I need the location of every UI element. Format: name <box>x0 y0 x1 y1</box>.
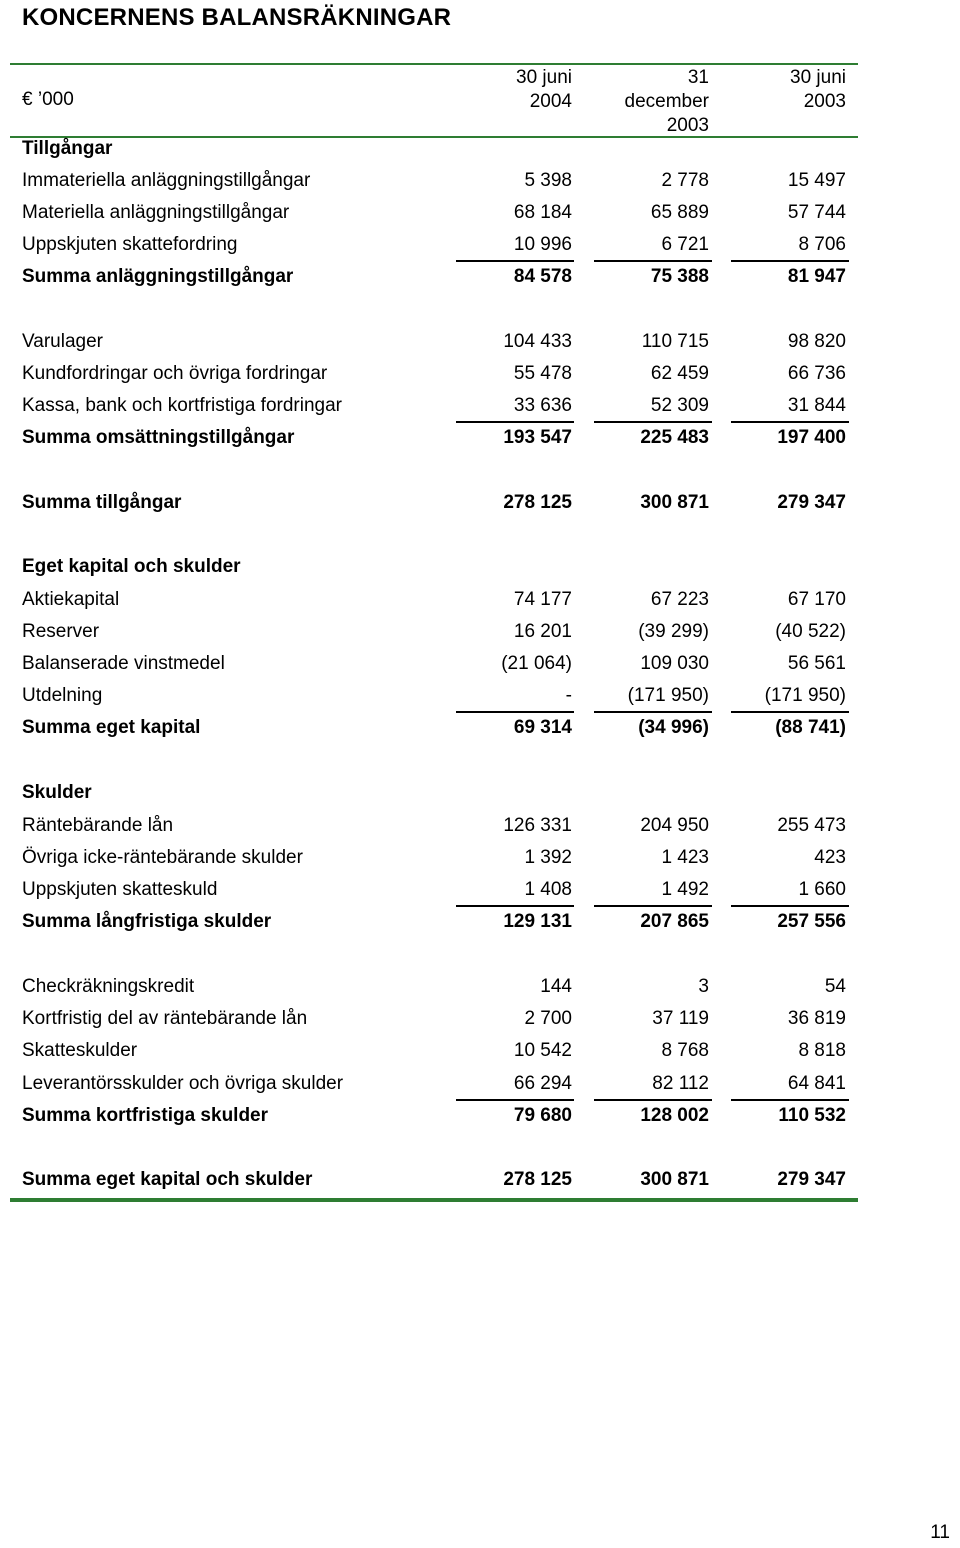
section-heading-assets <box>0 138 960 166</box>
row-value: 74 177 <box>513 589 572 610</box>
row-value: 62 459 <box>650 363 709 384</box>
row-value: 31 844 <box>787 395 846 416</box>
subtotal-underline <box>456 260 574 262</box>
table-row <box>0 1040 960 1068</box>
row-label: Summa kortfristiga skulder <box>22 1105 269 1126</box>
header-top-rule <box>10 63 858 65</box>
subtotal-underline <box>456 421 574 423</box>
row-value: 204 950 <box>640 815 709 836</box>
row-value: 68 184 <box>513 202 572 223</box>
row-value: 57 744 <box>787 202 846 223</box>
row-value: 423 <box>814 847 846 868</box>
row-value: 15 497 <box>787 170 846 191</box>
row-value: 55 478 <box>513 363 572 384</box>
row-label: Summa eget kapital <box>22 717 201 738</box>
page-title: KONCERNENS BALANSRÄKNINGAR <box>22 4 452 31</box>
row-value: 79 680 <box>513 1105 572 1126</box>
row-value: 207 865 <box>640 911 709 932</box>
row-value: 5 398 <box>524 170 572 191</box>
subtotal-row <box>0 1105 960 1133</box>
row-value: (21 064) <box>501 653 572 674</box>
table-row <box>0 879 960 907</box>
row-value: 2 700 <box>524 1008 572 1029</box>
row-value: 300 871 <box>640 492 709 513</box>
subtotal-underline <box>594 1099 712 1101</box>
row-value: 98 820 <box>787 331 846 352</box>
row-value: 36 819 <box>787 1008 846 1029</box>
table-row <box>0 1008 960 1036</box>
table-row <box>0 847 960 875</box>
column-header-line: 2003 <box>666 115 709 136</box>
row-value: 3 <box>698 976 709 997</box>
row-value: (88 741) <box>775 717 846 738</box>
row-value: (40 522) <box>775 621 846 642</box>
table-row <box>0 976 960 1004</box>
row-label: Balanserade vinstmedel <box>22 653 225 674</box>
row-label: Kundfordringar och övriga fordringar <box>22 363 328 384</box>
table-row <box>0 589 960 617</box>
row-label: Uppskjuten skattefordring <box>22 234 238 255</box>
subtotal-underline <box>456 905 574 907</box>
column-header-line: 31 <box>687 67 709 88</box>
section-heading-equity-liabilities <box>0 556 960 584</box>
row-label: Summa omsättningstillgångar <box>22 427 295 448</box>
row-value: (171 950) <box>627 685 709 706</box>
subtotal-underline <box>731 421 849 423</box>
row-value: 279 347 <box>777 1169 846 1190</box>
row-value: 1 408 <box>524 879 572 900</box>
row-value: (39 299) <box>638 621 709 642</box>
row-value: 193 547 <box>503 427 572 448</box>
row-label: Summa anläggningstillgångar <box>22 266 294 287</box>
row-value: 110 532 <box>778 1105 846 1126</box>
subtotal-underline <box>594 421 712 423</box>
table-bottom-rule <box>10 1198 858 1202</box>
column-header-line: 2003 <box>803 91 846 112</box>
row-label: Eget kapital och skulder <box>22 556 241 577</box>
row-value: 64 841 <box>787 1073 846 1094</box>
table-row <box>0 815 960 843</box>
row-value: 75 388 <box>650 266 709 287</box>
table-row <box>0 202 960 230</box>
row-value: 144 <box>540 976 572 997</box>
row-value: 82 112 <box>652 1073 709 1094</box>
row-label: Leverantörsskulder och övriga skulder <box>22 1073 344 1094</box>
row-label: Räntebärande lån <box>22 815 174 836</box>
subtotal-underline <box>594 905 712 907</box>
row-value: 67 223 <box>650 589 709 610</box>
row-label: Kassa, bank och kortfristiga fordringar <box>22 395 342 416</box>
row-value: 128 002 <box>640 1105 709 1126</box>
row-label: Summa långfristiga skulder <box>22 911 272 932</box>
row-label: Summa eget kapital och skulder <box>22 1169 313 1190</box>
table-row <box>0 1073 960 1101</box>
row-value: 81 947 <box>787 266 846 287</box>
table-row <box>0 363 960 391</box>
column-header-dec-2003 <box>569 66 709 138</box>
row-value: 10 542 <box>513 1040 572 1061</box>
row-value: 278 125 <box>503 1169 572 1190</box>
row-value: 8 768 <box>661 1040 709 1061</box>
row-value: 16 201 <box>513 621 572 642</box>
row-value: 257 556 <box>777 911 846 932</box>
row-value: 225 483 <box>640 427 709 448</box>
row-label: Skatteskulder <box>22 1040 138 1061</box>
row-value: 66 294 <box>513 1073 572 1094</box>
row-value: 110 715 <box>641 331 709 352</box>
row-label: Kortfristig del av räntebärande lån <box>22 1008 308 1029</box>
row-value: 37 119 <box>652 1008 709 1029</box>
row-label: Checkräkningskredit <box>22 976 195 997</box>
row-value: 52 309 <box>650 395 709 416</box>
table-row <box>0 170 960 198</box>
column-header-line: 2004 <box>529 91 572 112</box>
subtotal-underline <box>731 711 849 713</box>
row-value: 126 331 <box>503 815 572 836</box>
row-value: 104 433 <box>503 331 572 352</box>
row-value: 8 706 <box>798 234 846 255</box>
row-label: Varulager <box>22 331 103 352</box>
row-value: 69 314 <box>513 717 572 738</box>
row-value: 1 660 <box>798 879 846 900</box>
row-value: 1 492 <box>661 879 709 900</box>
subtotal-underline <box>456 1099 574 1101</box>
row-label: Materiella anläggningstillgångar <box>22 202 290 223</box>
subtotal-row <box>0 266 960 294</box>
row-value: 6 721 <box>661 234 709 255</box>
row-label: Övriga icke-räntebärande skulder <box>22 847 303 868</box>
row-value: 8 818 <box>798 1040 846 1061</box>
row-value: 129 131 <box>503 911 572 932</box>
subtotal-underline <box>456 711 574 713</box>
table-row <box>0 331 960 359</box>
subtotal-row <box>0 911 960 939</box>
row-value: 279 347 <box>777 492 846 513</box>
subtotal-underline <box>594 711 712 713</box>
row-value: 66 736 <box>787 363 846 384</box>
section-heading-liabilities <box>0 782 960 810</box>
table-row <box>0 621 960 649</box>
row-value: (171 950) <box>764 685 846 706</box>
table-row <box>0 653 960 681</box>
row-label: Summa tillgångar <box>22 492 182 513</box>
row-label: Reserver <box>22 621 100 642</box>
row-label: Utdelning <box>22 685 103 706</box>
row-value: 278 125 <box>503 492 572 513</box>
row-value: 33 636 <box>513 395 572 416</box>
row-value: 1 392 <box>524 847 572 868</box>
column-header-line: 30 juni <box>790 67 846 88</box>
row-value: (34 996) <box>638 717 709 738</box>
row-value: 255 473 <box>777 815 846 836</box>
table-row <box>0 234 960 262</box>
column-header-jun-2003 <box>706 66 846 114</box>
row-value: 300 871 <box>640 1169 709 1190</box>
page-number: 11 <box>930 1522 950 1543</box>
column-header-line: 30 juni <box>516 67 572 88</box>
subtotal-row <box>0 717 960 745</box>
row-value: 67 170 <box>787 589 846 610</box>
subtotal-underline <box>731 1099 849 1101</box>
row-value: 109 030 <box>640 653 709 674</box>
row-value: 2 778 <box>661 170 709 191</box>
row-value: 197 400 <box>777 427 846 448</box>
subtotal-row <box>0 427 960 455</box>
row-label: Skulder <box>22 782 92 803</box>
row-label: Tillgångar <box>22 138 113 159</box>
currency-label: € ’000 <box>22 89 74 110</box>
subtotal-underline <box>594 260 712 262</box>
total-row <box>0 492 960 520</box>
column-header-jun-2004 <box>432 66 572 114</box>
row-value: 56 561 <box>787 653 846 674</box>
row-label: Immateriella anläggningstillgångar <box>22 170 311 191</box>
row-value: 84 578 <box>513 266 572 287</box>
row-label: Uppskjuten skatteskuld <box>22 879 218 900</box>
row-value: 54 <box>824 976 846 997</box>
table-row <box>0 395 960 423</box>
subtotal-underline <box>731 260 849 262</box>
column-header-line: december <box>624 91 709 112</box>
row-value: 65 889 <box>650 202 709 223</box>
row-label: Aktiekapital <box>22 589 120 610</box>
row-value: 10 996 <box>513 234 572 255</box>
row-value: - <box>565 685 572 706</box>
subtotal-underline <box>731 905 849 907</box>
row-value: 1 423 <box>661 847 709 868</box>
grand-total-row <box>0 1169 960 1197</box>
table-row <box>0 685 960 713</box>
